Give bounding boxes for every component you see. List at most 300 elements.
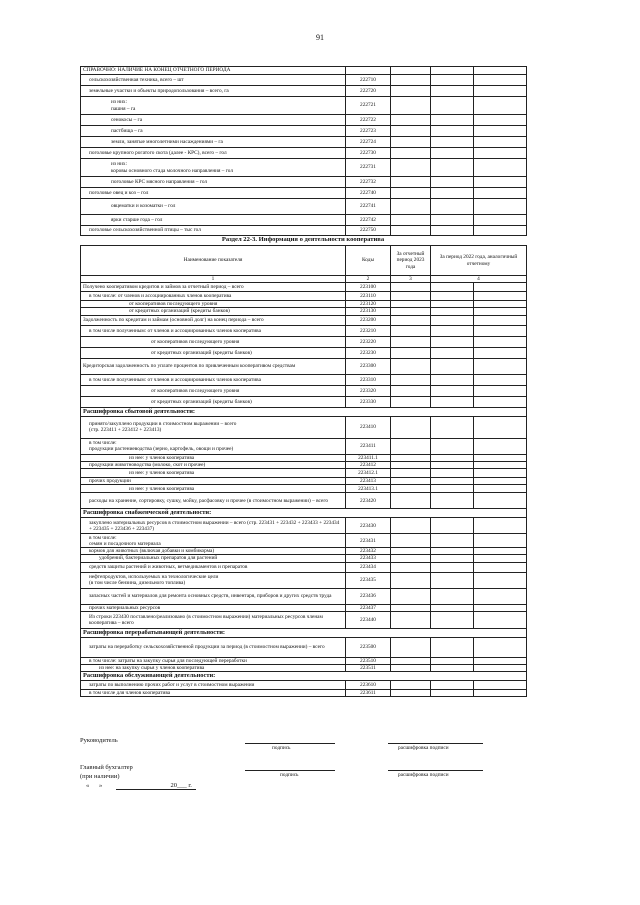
- value-cell[interactable]: [431, 67, 474, 75]
- row-label: запасных частей и материалов для ремонта основных средств, инвентаря, приборов и других средств труда: [81, 588, 346, 604]
- value-cell[interactable]: [431, 336, 474, 347]
- activity-row: [81, 665, 527, 672]
- accountant-note: (при наличии): [80, 773, 120, 780]
- row-label: от кооперативов последующего уровня: [81, 385, 346, 396]
- value-cell[interactable]: [391, 454, 431, 461]
- value-cell[interactable]: [391, 199, 431, 215]
- cooperative-activity-table: [80, 245, 527, 697]
- value-cell[interactable]: [431, 188, 474, 199]
- activity-row: [81, 572, 527, 588]
- row-code: 222724: [346, 137, 391, 148]
- value-cell[interactable]: [431, 215, 474, 226]
- value-cell[interactable]: [474, 604, 527, 611]
- value-cell[interactable]: [474, 518, 527, 534]
- value-cell[interactable]: [474, 86, 527, 97]
- value-cell[interactable]: [474, 315, 527, 325]
- value-cell[interactable]: [391, 126, 431, 137]
- activity-row: [81, 588, 527, 604]
- reference-row: [81, 97, 527, 115]
- value-cell[interactable]: [391, 97, 431, 115]
- row-label: Расшифровка обслуживающей деятельности:: [81, 672, 527, 681]
- value-cell[interactable]: [391, 315, 431, 325]
- value-cell[interactable]: [431, 438, 474, 454]
- activity-row: [81, 604, 527, 611]
- row-label: Расшифровка снабженческой деятельности:: [81, 509, 527, 518]
- row-code: 223110: [346, 292, 391, 301]
- value-cell[interactable]: [474, 292, 527, 301]
- value-cell[interactable]: [474, 438, 527, 454]
- row-code: 223130: [346, 308, 391, 315]
- col-number: 3: [391, 276, 431, 283]
- row-label: из нее: у членов кооператива: [81, 454, 346, 461]
- value-cell[interactable]: [391, 588, 431, 604]
- value-cell[interactable]: [431, 385, 474, 396]
- value-cell[interactable]: [391, 336, 431, 347]
- row-code: 223411.1: [346, 454, 391, 461]
- row-code: 223410: [346, 416, 391, 438]
- row-label: от кооперативов последующего уровня: [81, 336, 346, 347]
- value-cell[interactable]: [391, 657, 431, 664]
- row-label: поголовье крупного рогатого скота (далее - КРС), всего – гол: [81, 148, 346, 159]
- row-label: из нее: у членов кооператива: [81, 485, 346, 493]
- row-code: 223611: [346, 689, 391, 696]
- row-label: Задолженность по кредитам и займам (основной долг) на конец периода – всего: [81, 315, 346, 325]
- row-label: от кредитных организаций (кредиты банков): [81, 308, 346, 315]
- value-cell[interactable]: [391, 75, 431, 86]
- value-cell[interactable]: [431, 637, 474, 657]
- value-cell[interactable]: [391, 325, 431, 336]
- value-cell[interactable]: [431, 680, 474, 689]
- row-label: из них: коровы основного стада молочного направления – гол: [81, 159, 346, 177]
- row-code: 223412.1: [346, 469, 391, 478]
- value-cell[interactable]: [391, 438, 431, 454]
- value-cell[interactable]: [431, 159, 474, 177]
- value-cell[interactable]: [391, 301, 431, 308]
- activity-row: [81, 358, 527, 374]
- value-cell[interactable]: [474, 493, 527, 509]
- value-cell[interactable]: [474, 199, 527, 215]
- reference-row: [81, 188, 527, 199]
- row-label: продукции животноводства (молоко, скот и прочее): [81, 461, 346, 468]
- activity-row: [81, 672, 527, 681]
- activity-row: [81, 396, 527, 407]
- value-cell[interactable]: [474, 308, 527, 315]
- row-label: в том числе: продукции растениеводства (зерно, картофель, овощи и прочее): [81, 438, 346, 454]
- activity-row: [81, 292, 527, 301]
- value-cell[interactable]: [391, 358, 431, 374]
- value-cell[interactable]: [431, 485, 474, 493]
- accountant-signature-caption: подпись: [280, 772, 299, 778]
- value-cell[interactable]: [431, 308, 474, 315]
- row-code: 223432: [346, 548, 391, 555]
- value-cell[interactable]: [431, 689, 474, 696]
- value-cell[interactable]: [474, 416, 527, 438]
- activity-row: [81, 283, 527, 292]
- reference-row: [81, 115, 527, 126]
- row-code: 223431: [346, 534, 391, 548]
- value-cell[interactable]: [474, 347, 527, 358]
- value-cell[interactable]: [474, 126, 527, 137]
- value-cell[interactable]: [391, 572, 431, 588]
- row-label: овцематки и козоматки – гол: [81, 199, 346, 215]
- value-cell[interactable]: [431, 478, 474, 485]
- value-cell[interactable]: [474, 177, 527, 188]
- value-cell[interactable]: [474, 301, 527, 308]
- value-cell[interactable]: [474, 572, 527, 588]
- value-cell[interactable]: [474, 657, 527, 664]
- value-cell[interactable]: [391, 689, 431, 696]
- value-cell[interactable]: [431, 75, 474, 86]
- row-label: закуплено материальных ресурсов в стоимостном выражении – всего (стр. 223431 + 223432 + 223433 + 223434 + 223435 + 223436 + 223437): [81, 518, 346, 534]
- row-label: расходы на хранение, сортировку, сушку, мойку, расфасовку и прочее (в стоимостном выражении) – всего: [81, 493, 346, 509]
- value-cell[interactable]: [391, 604, 431, 611]
- row-label: пастбища – га: [81, 126, 346, 137]
- row-label: в том числе для членов кооператива: [81, 689, 346, 696]
- value-cell[interactable]: [474, 396, 527, 407]
- value-cell[interactable]: [431, 126, 474, 137]
- row-code: 223210: [346, 325, 391, 336]
- value-cell[interactable]: [391, 308, 431, 315]
- value-cell[interactable]: [431, 518, 474, 534]
- activity-row: [81, 315, 527, 325]
- value-cell[interactable]: [431, 358, 474, 374]
- col-number: 4: [431, 276, 527, 283]
- row-code: 223100: [346, 283, 391, 292]
- row-code: 222721: [346, 97, 391, 115]
- value-cell[interactable]: [474, 611, 527, 628]
- activity-row: [81, 562, 527, 572]
- value-cell[interactable]: [474, 374, 527, 385]
- col-number: 1: [81, 276, 346, 283]
- row-label: в том числе: затраты на закупку сырья для последующей переработки: [81, 657, 346, 664]
- row-code: 223413: [346, 478, 391, 485]
- value-cell[interactable]: [431, 347, 474, 358]
- row-code: 223433: [346, 555, 391, 562]
- row-code: 222710: [346, 75, 391, 86]
- value-cell[interactable]: [391, 385, 431, 396]
- row-label: поголовье сельскохозяйственной птицы – тыс гол: [81, 226, 346, 236]
- value-cell[interactable]: [391, 67, 431, 75]
- value-cell[interactable]: [391, 159, 431, 177]
- row-code: 223440: [346, 611, 391, 628]
- value-cell[interactable]: [474, 215, 527, 226]
- value-cell[interactable]: [431, 454, 474, 461]
- value-cell[interactable]: [431, 374, 474, 385]
- value-cell[interactable]: [391, 493, 431, 509]
- row-code: 223437: [346, 604, 391, 611]
- header-current: За отчетный период 2023 года: [391, 246, 431, 276]
- row-label: из нее: у членов кооператива: [81, 469, 346, 478]
- header-code: Коды: [346, 246, 391, 276]
- activity-row: [81, 493, 527, 509]
- row-label: в том числе полученным: от членов и ассоциированных членов кооператива: [81, 325, 346, 336]
- activity-row: [81, 628, 527, 637]
- value-cell[interactable]: [474, 534, 527, 548]
- value-cell[interactable]: [431, 461, 474, 468]
- row-code: 222720: [346, 86, 391, 97]
- row-label: прочих материальных ресурсов: [81, 604, 346, 611]
- activity-row: [81, 680, 527, 689]
- value-cell[interactable]: [431, 315, 474, 325]
- value-cell[interactable]: [431, 86, 474, 97]
- head-signature-line: [245, 743, 335, 744]
- value-cell[interactable]: [431, 562, 474, 572]
- value-cell[interactable]: [474, 325, 527, 336]
- value-cell[interactable]: [391, 86, 431, 97]
- row-code: 223610: [346, 680, 391, 689]
- activity-row: [81, 374, 527, 385]
- value-cell[interactable]: [474, 454, 527, 461]
- value-cell[interactable]: [474, 97, 527, 115]
- value-cell[interactable]: [391, 461, 431, 468]
- activity-row: [81, 637, 527, 657]
- value-cell[interactable]: [431, 199, 474, 215]
- value-cell[interactable]: [474, 358, 527, 374]
- value-cell[interactable]: [391, 562, 431, 572]
- value-cell[interactable]: [474, 283, 527, 292]
- col-number: 2: [346, 276, 391, 283]
- value-cell[interactable]: [391, 374, 431, 385]
- value-cell[interactable]: [474, 588, 527, 604]
- value-cell[interactable]: [474, 469, 527, 478]
- page-number: 91: [316, 33, 324, 42]
- value-cell[interactable]: [431, 665, 474, 672]
- value-cell[interactable]: [391, 637, 431, 657]
- activity-row: [81, 347, 527, 358]
- value-cell[interactable]: [391, 665, 431, 672]
- reference-row: [81, 75, 527, 86]
- value-cell[interactable]: [431, 177, 474, 188]
- activity-row: [81, 385, 527, 396]
- value-cell[interactable]: [474, 665, 527, 672]
- activity-row: [81, 555, 527, 562]
- reference-row: [81, 67, 527, 75]
- value-cell[interactable]: [474, 548, 527, 555]
- row-label: Кредиторская задолженность по уплате процентов по привлеченным кооперативом средствам: [81, 358, 346, 374]
- row-code: 223436: [346, 588, 391, 604]
- row-code: 222732: [346, 177, 391, 188]
- row-label: в том числе: от членов и ассоциированных членов кооператива: [81, 292, 346, 301]
- row-label: принято/закуплено продукции в стоимостном выражении – всего (стр. 223411 + 223412 + 223413): [81, 416, 346, 438]
- value-cell[interactable]: [474, 555, 527, 562]
- row-label: ярки старше года – гол: [81, 215, 346, 226]
- row-label: от кредитных организаций (кредиты банков): [81, 347, 346, 358]
- row-code: 223420: [346, 493, 391, 509]
- reference-row: [81, 215, 527, 226]
- value-cell[interactable]: [474, 689, 527, 696]
- value-cell[interactable]: [391, 283, 431, 292]
- value-cell[interactable]: [431, 292, 474, 301]
- row-code: 223220: [346, 336, 391, 347]
- value-cell[interactable]: [391, 478, 431, 485]
- row-code: 223435: [346, 572, 391, 588]
- value-cell[interactable]: [474, 478, 527, 485]
- activity-row: [81, 301, 527, 308]
- value-cell[interactable]: [391, 416, 431, 438]
- value-cell[interactable]: [474, 148, 527, 159]
- value-cell[interactable]: [391, 188, 431, 199]
- value-cell[interactable]: [474, 385, 527, 396]
- row-label: Расшифровка сбытовой деятельности:: [81, 407, 527, 416]
- value-cell[interactable]: [431, 469, 474, 478]
- activity-row: [81, 548, 527, 555]
- row-label: от кооперативов последующего уровня: [81, 301, 346, 308]
- row-label: земельные участки и объекты природопользования – всего, га: [81, 86, 346, 97]
- row-code: 223412: [346, 461, 391, 468]
- activity-row: [81, 308, 527, 315]
- row-label: затраты на переработку сельскохозяйственной продукции за период (в стоимостном выражении) – всего: [81, 637, 346, 657]
- row-label: поголовье КРС мясного направления – гол: [81, 177, 346, 188]
- header-name: Наименование показателя: [81, 246, 346, 276]
- activity-row: [81, 485, 527, 493]
- row-label: сенокосы – га: [81, 115, 346, 126]
- value-cell[interactable]: [391, 148, 431, 159]
- activity-row: [81, 534, 527, 548]
- row-code: 222730: [346, 148, 391, 159]
- value-cell[interactable]: [391, 215, 431, 226]
- value-cell[interactable]: [431, 534, 474, 548]
- reference-row: [81, 148, 527, 159]
- reference-row: [81, 226, 527, 236]
- value-cell[interactable]: [431, 572, 474, 588]
- value-cell[interactable]: [474, 637, 527, 657]
- activity-row: [81, 478, 527, 485]
- accountant-signature-line: [245, 770, 335, 771]
- activity-row: [81, 657, 527, 664]
- activity-row: [81, 689, 527, 696]
- row-code: 222741: [346, 199, 391, 215]
- row-code: 222722: [346, 115, 391, 126]
- value-cell[interactable]: [474, 188, 527, 199]
- accountant-decoding-caption: расшифровка подписи: [398, 772, 449, 778]
- value-cell[interactable]: [431, 226, 474, 236]
- row-code: 223500: [346, 637, 391, 657]
- value-cell[interactable]: [391, 396, 431, 407]
- row-code: 223120: [346, 301, 391, 308]
- value-cell[interactable]: [391, 534, 431, 548]
- activity-row: [81, 438, 527, 454]
- row-label: из них: пашня – га: [81, 97, 346, 115]
- value-cell[interactable]: [391, 680, 431, 689]
- activity-row: [81, 454, 527, 461]
- reference-table: [80, 66, 527, 236]
- reference-row: [81, 137, 527, 148]
- accountant-label: Главный бухгалтер: [80, 764, 133, 771]
- value-cell[interactable]: [474, 75, 527, 86]
- activity-row: [81, 461, 527, 468]
- reference-row: [81, 86, 527, 97]
- row-label: кормов для животных (включая добавки и комбикорма): [81, 548, 346, 555]
- row-label: Расшифровка перерабатывающей деятельности:: [81, 628, 527, 637]
- value-cell[interactable]: [391, 518, 431, 534]
- row-label: сельскохозяйственная техника, всего – шт: [81, 75, 346, 86]
- value-cell[interactable]: [391, 485, 431, 493]
- value-cell[interactable]: [431, 555, 474, 562]
- activity-row: [81, 469, 527, 478]
- activity-row: [81, 325, 527, 336]
- value-cell[interactable]: [474, 680, 527, 689]
- value-cell[interactable]: [431, 493, 474, 509]
- value-cell[interactable]: [474, 226, 527, 236]
- value-cell[interactable]: [431, 604, 474, 611]
- value-cell[interactable]: [431, 137, 474, 148]
- value-cell[interactable]: [391, 469, 431, 478]
- row-label: в том числе полученным: от членов и ассоциированных членов кооператива: [81, 374, 346, 385]
- value-cell[interactable]: [431, 325, 474, 336]
- value-cell[interactable]: [431, 548, 474, 555]
- value-cell[interactable]: [431, 283, 474, 292]
- row-label: нефтепродуктов, используемых на технологические цели (в том числе бензина, дизельного топлива): [81, 572, 346, 588]
- row-code: 223511: [346, 665, 391, 672]
- row-label: от кредитных организаций (кредиты банков): [81, 396, 346, 407]
- activity-row: [81, 611, 527, 628]
- value-cell[interactable]: [431, 97, 474, 115]
- value-cell[interactable]: [431, 588, 474, 604]
- value-cell[interactable]: [431, 301, 474, 308]
- reference-row: [81, 159, 527, 177]
- value-cell[interactable]: [474, 137, 527, 148]
- row-label: прочих продукции: [81, 478, 346, 485]
- value-cell[interactable]: [474, 67, 527, 75]
- value-cell[interactable]: [431, 611, 474, 628]
- value-cell[interactable]: [474, 115, 527, 126]
- activity-row: [81, 509, 527, 518]
- value-cell[interactable]: [391, 347, 431, 358]
- value-cell[interactable]: [474, 336, 527, 347]
- value-cell[interactable]: [391, 548, 431, 555]
- value-cell[interactable]: [474, 562, 527, 572]
- value-cell[interactable]: [431, 416, 474, 438]
- row-code: 223510: [346, 657, 391, 664]
- row-label: СПРАВОЧНО: НАЛИЧИЕ НА КОНЕЦ ОТЧЕТНОГО ПЕРИОДА: [81, 67, 346, 75]
- row-label: в том числе: семян и посадочного материала: [81, 534, 346, 548]
- value-cell[interactable]: [431, 657, 474, 664]
- value-cell[interactable]: [431, 115, 474, 126]
- value-cell[interactable]: [474, 461, 527, 468]
- row-code: 223430: [346, 518, 391, 534]
- row-code: 223413.1: [346, 485, 391, 493]
- row-label: поголовье овец и коз – гол: [81, 188, 346, 199]
- value-cell[interactable]: [431, 396, 474, 407]
- value-cell[interactable]: [391, 611, 431, 628]
- reference-row: [81, 177, 527, 188]
- row-label: Получено кооперативом кредитов и займов за отчетный период – всего: [81, 283, 346, 292]
- header-previous: За период 2022 года, аналогичный отчетному: [431, 246, 527, 276]
- row-code: 222723: [346, 126, 391, 137]
- row-code: [346, 67, 391, 75]
- value-cell[interactable]: [391, 292, 431, 301]
- value-cell[interactable]: [391, 177, 431, 188]
- value-cell[interactable]: [474, 485, 527, 493]
- row-code: 223320: [346, 385, 391, 396]
- value-cell[interactable]: [391, 226, 431, 236]
- value-cell[interactable]: [391, 555, 431, 562]
- activity-row: [81, 407, 527, 416]
- value-cell[interactable]: [391, 137, 431, 148]
- head-signature-caption: подпись: [272, 745, 291, 751]
- row-code: 223230: [346, 347, 391, 358]
- activity-row: [81, 416, 527, 438]
- row-code: 222740: [346, 188, 391, 199]
- row-code: 223411: [346, 438, 391, 454]
- date-line: « » 20___ г.: [86, 782, 192, 789]
- value-cell[interactable]: [431, 148, 474, 159]
- accountant-decoding-line: [388, 770, 483, 771]
- date-underline: [116, 789, 196, 790]
- value-cell[interactable]: [391, 115, 431, 126]
- row-label: затраты по выполнению прочих работ и услуг в стоимостном выражении: [81, 680, 346, 689]
- value-cell[interactable]: [474, 159, 527, 177]
